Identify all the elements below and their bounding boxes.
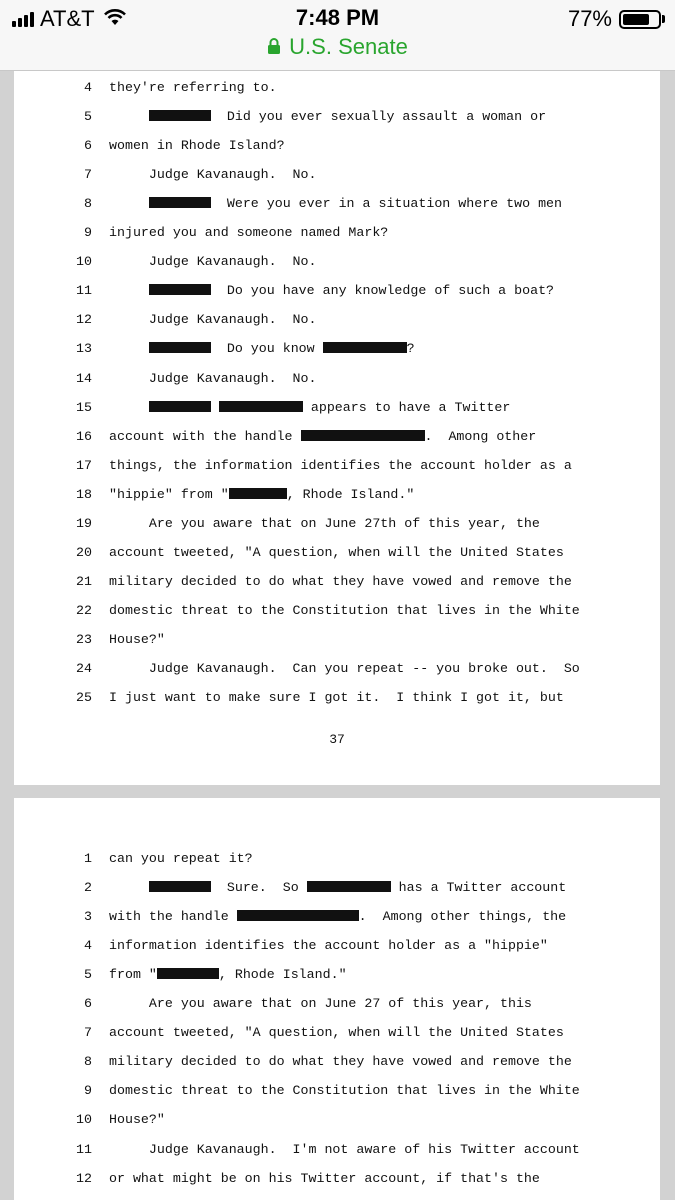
line-text: [109, 1083, 580, 1098]
line-text: [109, 690, 564, 705]
text-segment: injured you and someone named Mark?: [109, 225, 389, 241]
text-segment: ?: [406, 341, 415, 357]
line-number: 7: [84, 167, 92, 183]
line-text: [109, 109, 546, 124]
transcript-line: [14, 222, 660, 246]
page-number: 37: [329, 732, 345, 747]
text-segment: Judge Kavanaugh. No.: [109, 370, 317, 386]
redaction-bar: [157, 968, 219, 979]
line-text: [109, 632, 165, 647]
line-number: 16: [76, 428, 92, 444]
text-segment: Judge Kavanaugh. Can you repeat -- you broke out. So: [109, 661, 580, 676]
redaction-bar: [229, 488, 287, 499]
text-segment: military decided to do what they have vowed and remove the: [109, 1054, 572, 1070]
line-number: 9: [84, 225, 92, 241]
line-text: [109, 1112, 165, 1127]
transcript-line: [14, 1109, 660, 1133]
transcript-line: [14, 542, 660, 566]
text-segment: . Among other: [424, 428, 537, 444]
address-bar[interactable]: [0, 34, 675, 60]
text-segment: , Rhode Island.": [286, 486, 415, 502]
line-number: 14: [76, 370, 92, 386]
transcript-line: [14, 164, 660, 188]
line-number: 15: [76, 399, 92, 415]
text-segment: Do you know: [210, 341, 323, 357]
transcript-line: [14, 1051, 660, 1075]
text-segment: information identifies the account holder as a "hippie": [109, 938, 548, 954]
line-text: [109, 254, 316, 269]
line-number: 4: [84, 80, 92, 95]
line-text: [109, 371, 316, 386]
text-segment: Are you aware that on June 27 of this year, this: [109, 996, 532, 1012]
text-segment: Did you ever sexually assault a woman or: [210, 109, 547, 125]
text-segment: Judge Kavanaugh. No.: [109, 254, 317, 270]
redaction-bar: [149, 401, 211, 412]
lock-icon: [267, 34, 281, 60]
line-text: [109, 1054, 572, 1069]
line-text: [109, 574, 572, 589]
line-number: 11: [76, 283, 92, 299]
text-segment: [109, 283, 149, 298]
transcript-line: [14, 935, 660, 959]
line-number: 12: [76, 312, 92, 328]
text-segment: military decided to do what they have vowed and remove the: [109, 573, 572, 589]
line-text: [109, 341, 415, 356]
text-segment: [109, 196, 149, 211]
transcript-line: [14, 193, 660, 217]
line-number: 1: [84, 851, 92, 866]
text-segment: [109, 109, 149, 124]
transcript-line: [14, 338, 660, 362]
text-segment: account tweeted, "A question, when will the United States: [109, 1025, 564, 1041]
text-segment: domestic threat to the Constitution that lives in the White: [109, 602, 580, 618]
status-bar: [0, 0, 675, 71]
line-text: [109, 516, 540, 531]
line-number: 25: [76, 690, 92, 706]
text-segment: Judge Kavanaugh. No.: [109, 312, 317, 328]
transcript-page-37: [14, 71, 660, 785]
text-segment: things, the information identifies the account holder as a: [109, 457, 572, 473]
line-number: 10: [76, 1112, 92, 1128]
line-text: [109, 545, 564, 560]
transcript-line: [14, 309, 660, 333]
text-segment: I just want to make sure I got it. I think I got it, but: [109, 690, 564, 706]
transcript-line: [14, 964, 660, 988]
transcript-line: [14, 426, 660, 450]
text-segment: women in Rhode Island?: [109, 138, 285, 154]
text-segment: [109, 400, 149, 415]
line-text: [109, 487, 414, 502]
line-number: 12: [76, 1170, 92, 1186]
line-text: [109, 938, 548, 953]
line-number: 24: [76, 661, 92, 676]
line-text: [109, 909, 566, 924]
line-text: [109, 400, 510, 415]
line-number: 22: [76, 602, 92, 618]
text-segment: Judge Kavanaugh. I'm not aware of his Twitter account: [109, 1141, 580, 1157]
line-text: [109, 1142, 580, 1157]
text-segment: with the handle: [109, 909, 237, 925]
line-text: [109, 138, 285, 153]
line-number: 18: [76, 486, 92, 502]
transcript-line: [14, 600, 660, 624]
text-segment: has a Twitter account: [390, 880, 567, 896]
text-segment: Were you ever in a situation where two men: [210, 196, 563, 212]
redaction-bar: [149, 342, 211, 353]
redaction-bar: [149, 284, 211, 295]
line-number: 17: [76, 457, 92, 473]
text-segment: Are you aware that on June 27th of this year, the: [109, 515, 540, 531]
redaction-bar: [323, 342, 407, 353]
transcript-line: [14, 1139, 660, 1163]
transcript-page-38: [14, 798, 660, 1200]
line-number: 7: [84, 1025, 92, 1041]
transcript-line: [14, 1168, 660, 1192]
line-text: [109, 996, 532, 1011]
text-segment: account with the handle: [109, 428, 301, 444]
line-number: 20: [76, 544, 92, 560]
text-segment: House?": [109, 1112, 165, 1128]
line-text: [109, 196, 562, 211]
line-number: 2: [84, 880, 92, 896]
clock: 7:48 PM: [295, 5, 380, 30]
line-text: [109, 429, 536, 444]
transcript-line: [14, 397, 660, 421]
transcript-line: [14, 455, 660, 479]
redaction-bar: [307, 881, 391, 892]
transcript-line: [14, 629, 660, 653]
line-text: [109, 880, 566, 895]
line-number: 13: [76, 341, 92, 357]
text-segment: domestic threat to the Constitution that lives in the White: [109, 1083, 580, 1099]
line-text: [109, 1025, 564, 1040]
line-text: [109, 851, 253, 866]
line-number: 11: [76, 1141, 92, 1157]
transcript-line: [14, 1080, 660, 1104]
text-segment: from ": [109, 967, 157, 983]
text-segment: [109, 880, 149, 895]
line-number: 21: [76, 573, 92, 589]
text-segment: [211, 400, 219, 415]
transcript-line: [14, 368, 660, 392]
line-text: [109, 603, 580, 618]
text-segment: , Rhode Island.": [218, 967, 347, 983]
text-segment: House?": [109, 631, 165, 647]
transcript-line: [14, 571, 660, 595]
text-segment: Sure. So: [210, 880, 307, 896]
transcript-line: [14, 658, 660, 682]
line-text: [109, 167, 316, 182]
line-text: [109, 225, 388, 240]
transcript-line: [14, 280, 660, 304]
transcript-line: [14, 251, 660, 275]
transcript-line: [14, 77, 660, 101]
text-segment: appears to have a Twitter: [302, 399, 511, 415]
transcript-line: [14, 993, 660, 1017]
line-text: [109, 458, 572, 473]
line-text: [109, 661, 580, 676]
site-title: U.S. Senate: [289, 34, 408, 59]
line-number: 5: [84, 109, 92, 125]
line-number: 10: [76, 254, 92, 270]
transcript-line: [14, 135, 660, 159]
line-text: [109, 1171, 540, 1186]
line-text: [109, 312, 316, 327]
line-number: 8: [84, 196, 92, 212]
transcript-line: [14, 1022, 660, 1046]
redaction-bar: [149, 110, 211, 121]
transcript-line: [14, 484, 660, 508]
transcript-line: [14, 906, 660, 930]
text-segment: they're referring to.: [109, 80, 277, 95]
line-number: 9: [84, 1083, 92, 1099]
line-number: 8: [84, 1054, 92, 1070]
line-number: 5: [84, 967, 92, 983]
transcript-line: [14, 848, 660, 872]
line-text: [109, 283, 554, 298]
transcript-line: [14, 513, 660, 537]
text-segment: [109, 341, 149, 356]
carrier-name: AT&T: [40, 6, 95, 31]
line-text: [109, 80, 277, 95]
line-number: 6: [84, 996, 92, 1012]
battery-icon: [619, 10, 661, 29]
battery-group: [568, 6, 665, 32]
text-segment: can you repeat it?: [109, 851, 253, 866]
transcript-line: [14, 687, 660, 711]
text-segment: . Among other things, the: [358, 909, 567, 925]
line-number: 6: [84, 138, 92, 154]
text-segment: account tweeted, "A question, when will the United States: [109, 544, 564, 560]
transcript-line: [14, 877, 660, 901]
text-segment: Judge Kavanaugh. No.: [109, 167, 317, 183]
text-segment: "hippie" from ": [109, 486, 229, 502]
text-segment: Do you have any knowledge of such a boat?: [210, 283, 555, 299]
redaction-bar: [301, 430, 425, 441]
line-number: 19: [76, 515, 92, 531]
battery-percent: 77%: [567, 6, 612, 31]
line-number: 23: [76, 631, 92, 647]
line-text: [109, 967, 347, 982]
redaction-bar: [237, 910, 359, 921]
transcript-line: [14, 106, 660, 130]
redaction-bar: [219, 401, 303, 412]
line-number: 4: [84, 938, 92, 954]
redaction-bar: [149, 197, 211, 208]
text-segment: or what might be on his Twitter account, if that's the: [109, 1170, 540, 1186]
redaction-bar: [149, 881, 211, 892]
line-number: 3: [84, 909, 92, 925]
